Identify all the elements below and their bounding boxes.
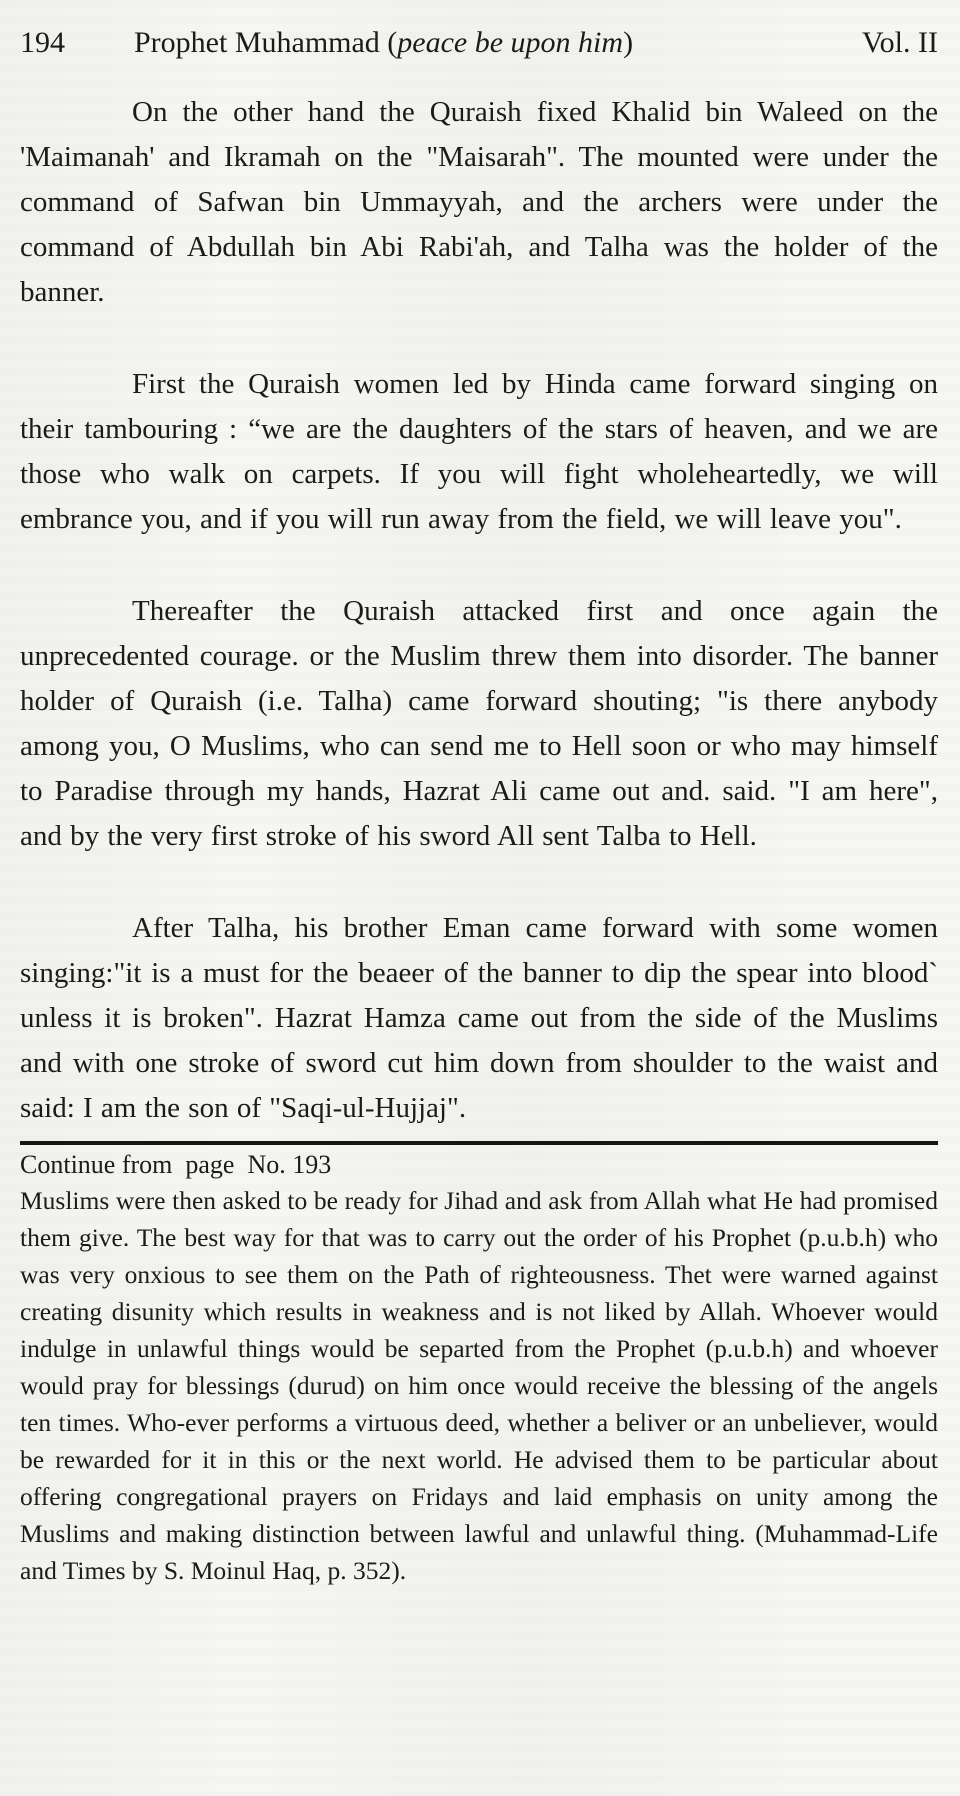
paragraph-3: Thereafter the Quraish attacked first and once again the unprecedented courage. or the Muslim threw them into disorder. The banner holder of Quraish (i.e. Talha) came forward shouting; "is there anybody among you, O Muslims, who can send me to Hell soon or who may himself to Paradise through my hands, Hazrat Ali came out and. said. "I am here", and by the very first stroke of his sword All sent Talba to Hell. [20, 595, 938, 852]
volume-label: Vol. II [861, 26, 938, 59]
paragraph-2: First the Quraish women led by Hinda came forward singing on their tambouring : “we are the daughters of the stars of heaven, and we are those who walk on carpets. If you will fight wholeheartedly, we will embrance you, and if you will run away from the field, we will leave you". [20, 368, 938, 535]
page-header [20, 24, 938, 62]
page-body [20, 90, 938, 1131]
footnote-section [20, 1148, 938, 1589]
footnote-divider [20, 1141, 938, 1145]
footnote-heading: Continue from page No. 193 [20, 1150, 332, 1179]
running-title-italic: peace be upon him [397, 26, 624, 59]
paragraph-1: On the other hand the Quraish fixed Khalid bin Waleed on the 'Maimanah' and Ikramah on the "Maisarah". The mounted were under the command of Safwan bin Ummayyah, and the archers were under the command of Abdullah bin Abi Rabi'ah, and Talha was the holder of the banner. [20, 96, 938, 308]
footnote-text: Muslims were then asked to be ready for Jihad and ask from Allah what He had promised them give. The best way for that was to carry out the order of his Prophet (p.u.b.h) who was very onxious to see them on the Path of righteousness. Thet were warned against creating disunity which results in weakness and is not liked by Allah. Whoever would indulge in unlawful things would be separted from the Prophet (p.u.b.h) and whoever would pray for blessings (durud) on him once would receive the blessing of the angels ten times. Who-ever performs a virtuous deed, whether a beliver or an unbeliever, would be rewarded for it in this or the next world. He advised them to be particular about offering congregational prayers on Fridays and laid emphasis on unity among the Muslims and making distinction between lawful and unlawful thing. (Muhammad-Life and Times by S. Moinul Haq, p. 352). [20, 1186, 938, 1585]
page-number: 194 [20, 26, 65, 59]
paragraph-4: After Talha, his brother Eman came forward with some women singing:"it is a must for the beaeer of the banner to dip the spear into blood` unless it is broken". Hazrat Hamza came out from the side of the Muslims and with one stroke of sword cut him down from shoulder to the waist and said: I am the son of "Saqi-ul-Hujjaj". [20, 912, 938, 1124]
running-title-prefix: Prophet Muhammad ( [134, 26, 398, 59]
running-title [134, 24, 862, 62]
running-title-suffix: ) [623, 26, 634, 59]
